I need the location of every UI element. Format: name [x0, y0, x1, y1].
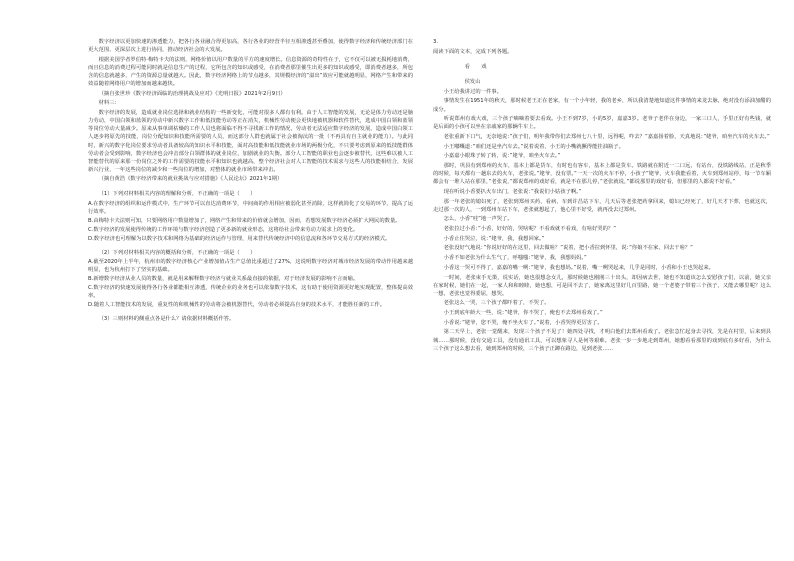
- intro-paragraph: 数字经济以更加快速的渗透能力，把各行各业融合得更加高，各行各业的经营半径互相渗透甚至叠加，使得数字经济和传统经济部门在更大范围、更深层次上进行协同，推动经济社会的大发展。: [88, 39, 413, 54]
- question-1-stem: （1）下列对材料相关内容的理解和分析，不正确的一项是（ ）: [98, 191, 256, 198]
- story-paragraph-4: 老张重新下口气，无奈地说：”孩子们，明年我带你们去郑州七八十里，远得呢，咋去？”嘉嘉扬着脸，天真地说：”姥爷，咱坐汽车的火车去。”: [443, 134, 770, 140]
- q1-option-a: A.在数字经济的组织和运作模式中，生产环节可以直达消费环节，中间商的作用相应被弱化甚至消除，这样就简化了交易的环节，提高了运行效率。: [88, 200, 413, 215]
- material-3-label: 材料三：: [98, 100, 120, 107]
- q2-option-a: A.截至2020年上半年，杭州市的数字经济核心产业增加值占生产总值比重超过了27%，这说明数字经济对城市经济发展的带动作用越来越明显，也为杭州打下了坚实的基础。: [88, 259, 413, 274]
- story-paragraph-16: 一时间，老张束手无策，说实话，她也很想念女儿，那时候她也刚刚三十出头，却因病去世，她也不知道该怎么安慰孩子们，以前，她父亲在家时候，她们在一起，一家人和和睦睦，她也想，可是回不去了，她家离这里好几百里路，她一个老婆子带着三个孩子，又能去哪里呢？这么一想，老张也觉得委屈，想哭。: [433, 274, 771, 297]
- metcalfe-paragraph: 根据美国学者罗伯特·梅特卡夫的法则，网络价值以用户数量的平方的速度增长。信息资源的奇特性在于，它不仅可以被无损耗地消费，而且信息的消费过程可能同时就是信息生产的过程，它所包含的知识或感受，在消费者那里催生出更多的知识或感受，即消费者越多，所包含的信息就越多，产生的资源总量就越大。因此，数字经济网络上的节点越多，其规模经济的”溢出”效应可能就越明显，网络产生和带来的效益随着网络用户的增加而越来越快。: [88, 56, 413, 88]
- story-paragraph-7: 那时，巩县有到郑州的火车，基本上都是货车，有时也有客车，基本上都是货车。铁路就在附近一二口远，有站台，没铁路线站，正是秋季的时候，每天都有一趟东去的火车，老张说。”姥爷，没有票。”一天一次的火车不停，小孩子”姥爷，火车我能看着，火车到郑州站停，每一节车厢都会有一堆人站在那里，”老张说，”都说郑州的戏好看，就是不在那儿停，”老张就说，”都说那里的戏好看，但那里的人都说不好看。”: [433, 163, 771, 186]
- story-paragraph-19: 小香说：”姥爷，您不哭，俺不坐火车了。”说着，小香哭得更厉害了。: [443, 319, 603, 326]
- story-paragraph-6: 小嘉嘉小眼珠子转了转，说：”姥爷，咱坐火车去。”: [443, 153, 561, 160]
- story-paragraph-2: 事情发生在1951年的秋天，那时候老王正在老家，有一个小年轻，我的老乡，所以我清楚地知道这件事情的来龙去脉，绝对没有添油加醋的成分。: [433, 98, 771, 113]
- q2-option-d: D.随着人工智能技术的发展，重复性的和机械性的劳动将会被机器替代，劳动者必须提高自身的技术水平，才能胜任新的工作。: [88, 302, 386, 309]
- q1-option-d: D.数字经济也可理解为以数字技术和网络为基础的经济运作与管理，用来替代传统经济中的信息流和各环节交易方式的经济模式。: [88, 235, 391, 242]
- story-paragraph-10: 怎么，小香”哇”地一声哭了。: [443, 216, 513, 223]
- story-author: 侯发山: [464, 79, 481, 86]
- story-paragraph-12: 小香止住哭泣，说：”姥爷，我，我想回家。”: [443, 235, 545, 242]
- source-citation-1: （摘自张世珍《数字经济面临的治理挑战及应对》《光明日报》2021年2月9日）: [98, 90, 286, 97]
- story-paragraph-17: 老张这么一哭，三个孩子都吓着了，不哭了。: [443, 300, 550, 307]
- q1-option-c: C.数字经济的发展使得传统的工作环境与数字经济创造了更多新的就业形态，这将给社会带来劳动力需求上的变化。: [88, 226, 359, 233]
- reading-instruction: 阅读下面的文本，完成下列各题。: [433, 48, 513, 55]
- right-column: [433, 38, 771, 354]
- story-paragraph-8: 现在听说小香要扒火车出门，老张说：”我说们小姑孩子啊。”: [443, 188, 582, 195]
- question-2-stem: （2）下列对材料相关内容的概括和分析，不正确的一项是（ ）: [98, 249, 256, 256]
- story-paragraph-5: 小王嘟囔道：”咱们还是坐汽车去。”说着说着，小王的小嘴就撅得能挂油瓶子。: [443, 143, 624, 150]
- story-paragraph-14: 小香不如老张为什么生气了，呼嗤嗤：”姥爷，我，我想妈妈。”: [443, 255, 587, 262]
- question-number: 3.: [433, 39, 439, 45]
- story-paragraph-11: 老张拉过小香：”小香，好好的，哭啥呢？不看戏就不看戏，有啥好哭的？”: [443, 226, 616, 233]
- question-3-stem: （3）三则材料的侧重点各是什么？请依据材料概括作答。: [98, 315, 235, 322]
- q2-option-b: B.新增数字经济从业人员的数量，就是用来解释数字经济与就业关系最直接的依据，对于经济发展的影响不言而喻。: [88, 276, 359, 283]
- material-3-paragraph: 数字经济的发展，造成就业岗位选择和就业结构的一些新变化，可能对很多人都有有利。由于人工智能的发展，无论是体力劳动还是脑力劳动，中国白领和蓝领的劳动中新兴数字工作和低技能劳动等正在消失，机械性劳动便会更快地被机器和软件替代，选成中国白领和蓝领等岗位劳动大量减少。原来从事单调枯燥的工作人员也将面临不得不寻找新工作的情况，劳动者无法适应数字经济的发展，造成中国白领工人逐步将原先的技能，岗位分配知识和技能所需要的人员，而这部分人群也就属于社会被淘汰的一批（不再具有自主就业的能力）。与此同时，新兴的数字化岗位要求劳动者具备较高的知识水平和技能，面对高技能和低技能就业市场的两极分化，不只要考虑到原来的低技能群体劳动者会受到影响，数字经济也会冲击部分白领群体的就业岗位，加剧就业的失衡。部分人工智能的职业也会逐步被替代，这些难以被人工智能替代的原来那一份岗位之外的工作需要的技能水平和知识也就越高，整个经济社会对人工智能的技术需求与这些人的技能相结合，发展新兴行业，一年这些岗位的减少和一些岗位的增加，对整体的就业市场带来冲击。: [88, 110, 413, 173]
- story-paragraph-3: 听说郑州有戏大戏，三个孩子嘀嘀着要去看戏。小王不到7岁，小的5岁，嘉嘉3岁。老爷子老伴在身边，一家三口人，手里正好有些钱，就是后面的小孩可以坐在亲戚家的那辆牛车上。: [433, 116, 771, 131]
- story-paragraph-18: 小王到底年龄大一些，说：”姥爷，你不哭了，俺也不去郑州看戏了。”: [443, 310, 603, 317]
- story-paragraph-13: 老张没好气地说：”你说好好的在这里，回去做啥？”说着，把小香拉到怀里，说：”你娘不在家，回去干啥？”: [443, 245, 693, 252]
- story-paragraph-9: 那一年老张的媳妇死了，老张到郑州买药，看病，车到许昌站下车，几天后等老张把药拿回来，媳妇已经死了，好几天才下葬，也就这次，走过那一次的人，一到郑州车站下车，老张就想起了，他心里不好受，就再没去过郑州。: [433, 198, 771, 213]
- story-title: 看 戏: [464, 64, 490, 71]
- story-paragraph-15: 小香这一哭可不得了，嘉嘉的嘴一咧：”姥爷，我也想妈。”说着，嘴一咧哭起来，几乎是同时，小香和小王也哭起来。: [443, 264, 714, 271]
- q2-option-c: C.数字经济的快速发展使得各行各业都能相互渗透，传统企业的业务也可以依靠数字技术，这有助于使用资源更好地实现配置，整体提高效率。: [88, 285, 413, 300]
- source-citation-2: （摘自黄浩《数字经济带来的就业挑战与应对措施》《人民论坛》2021年1期）: [98, 176, 283, 183]
- q1-option-b: B.由梅特卡夫法则可知，只要网络用户数量增加了，网络产生和带来的价值就会增加，因而，若想发展数字经济必须扩大网民的数量。: [88, 217, 401, 224]
- story-paragraph-1: 小王给我讲过的一件事。: [443, 88, 502, 95]
- left-column: [88, 38, 413, 325]
- story-paragraph-20: 第二天早上，老张一觉醒来，发现三个孩子不见了！她四处寻找，才明白他们去郑州看戏了。老张急忙起身去寻找，先是在村里，后来到县城……那时候，没有交通工具，没有通讯工具，可以想象寻人是何等艰难。老张一步一步地走到郑州，她想看看那里的戏到底有多好看，为什么三个孩子这么想去看，她到郑州的时候，三个孩子正蹲在路边，见到老张……: [433, 329, 771, 352]
